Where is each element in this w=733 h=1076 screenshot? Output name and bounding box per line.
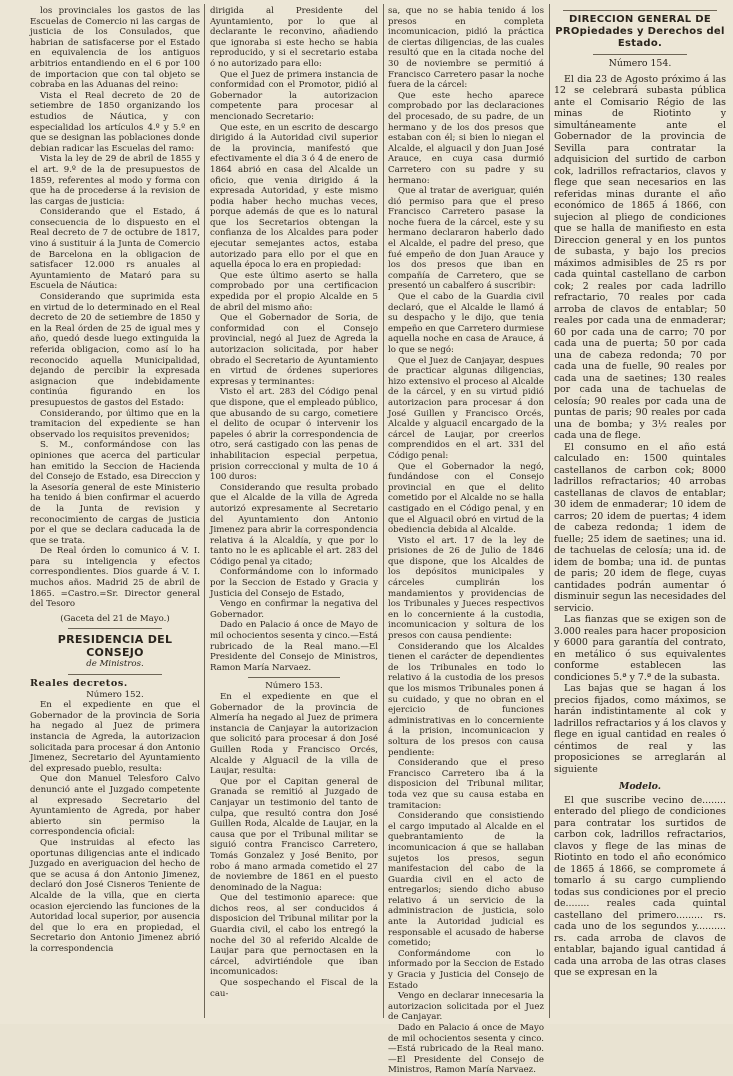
paragraph: El que suscribe vecino de........ enterado del pliego de condiciones para contratar los surtidos de carbon cok, ladrillos refractarios, clavos y flege de las minas de Riotinto en todo el año económico de 1865 á 1866, se compromete á tomarlo á su cargo cumpliendo todas sus condiciones por el precio de........ reales cada quintal castellano del primero......... rs. cada uno de los segundos y.......... rs. cada arroba de clavos de entablar, bajando igual cantidad á cada una arroba de las otras clases que se expresan en la bbox=[554, 794, 726, 978]
paragraph: Considerando, por último que en la tramitacion del expediente se han observado los requisitos prevenidos; bbox=[30, 408, 200, 440]
paragraph: Que este hecho aparece comprobado por las declaraciones del procesado, de su padre, de un hermano y de los dos presos que estaban con él; si bien lo niegan el Alcalde, el alguacil y don Juan José Arauce, en cuya casa durmió Carretero con su padre y su hermano: bbox=[388, 90, 544, 186]
paragraph: Que el Juez de Canjayar, despues de practicar algunas diligencias, hizo extensivo el proceso al Alcalde de la cárcel, y en su virtud pidió autorizacion para procesar á don José Guillen y Francisco Orcés, Alcalde y alguacil encargado de la cárcel de Laujar, por creerlos comprendidos en el art. 331 del Código penal: bbox=[388, 355, 544, 461]
paragraph: El dia 23 de Agosto próximo á las 12 se celebrará subasta pública ante el Comisario Régio de las minas de Riotinto y simultáneamente ante el Gobernador de la provincia de Sevilla para contratar la adquisicion del surtido de carbon cok, ladrillos refractarios, clavos y flege que sean necesarios en las referidas minas durante el año económico de 1865 á 1866, con sujecion al pliego de condiciones que se halla de manifiesto en esta Direccion general y en los puntos de subasta, y bajo los precios máximos admisibles de 25 rs por cada quintal castellano de carbon cok; 2 reales por cada ladrillo refractario, 70 reales por cada arroba de clavos de entablar; 50 reales por cada una de enmaderar; 60 por cada una de carro; 70 por cada una de puerta; 50 por cada una de cabeza redonda; 70 por cada una de fuelle, 90 reales por cada una de saetines; 130 reales por cada una de tachuelas de celosía; 90 reales por cada una de puntas de paris; 90 reales por cada una de bomba; y 3½ reales por cada una de flege. bbox=[554, 73, 726, 441]
paragraph: Que al tratar de averiguar, quién dió permiso para que el preso Francisco Carretero pasase la noche fuera de la cárcel, este y su hermano declararon haberlo dado el Alcalde, el padre del preso, que fué empeño de don Juan Arauce y los dos presos que iban en compañía de Carretero, que se presentó un cabalfero á suscribir: bbox=[388, 186, 544, 292]
paragraph: Visto el art. 283 del Código penal que dispone, que el empleado público, que abusando de su cargo, cometiere el delito de ocupar ó intervenir los papeles ó abrir la correspondencia de otro, será castigado con las penas de inhabilitacion especial perpetua, prision correccional y multa de 10 á 100 duros: bbox=[210, 387, 378, 483]
paragraph: dirigida al Presidente del Ayuntamiento, por lo que al declarante le reconvino, añadiendo que ignoraba si este hecho se habia reproducido, y si el secretario estaba ó no autorizado para ello: bbox=[210, 6, 378, 69]
column-rule bbox=[383, 4, 384, 1018]
paragraph: De Real órden lo comunico á V. I. para su inteligencia y efectos correspondientes. Dios guarde á V. I. muchos años. Madrid 25 de abril de 1865. =Castro.=Sr. Director general del Tesoro bbox=[30, 546, 200, 610]
section-heading: DIRECCION GENERAL DE PROpiedades y Derechos del Estado. bbox=[555, 14, 725, 49]
paragraph: Conformándome con lo informado por la Seccion de Estado y Gracia y Justicia del Consejo de Estado bbox=[388, 948, 544, 991]
notice-number: Número 154. bbox=[608, 58, 672, 69]
decree-number: Número 153. bbox=[265, 681, 323, 692]
paragraph: Considerando que el Estado, á consecuencia de lo dispuesto en el Real decreto de 7 de octubre de 1817, vino á sustituir á la Junta de Comercio de Barcelona en la obligacion de satisfacer 12.000 rs anuales al Ayuntamiento de Mataró para su Escuela de Náutica: bbox=[30, 207, 200, 292]
paragraph: Vista el Real decreto de 20 de setiembre de 1850 organizando los estudios de Náutica, y con especialidad los artículos 4.º y 5.º en que se designan las poblaciones donde debian radicar las Escuelas del ramo: bbox=[30, 90, 200, 154]
paragraph: Que el Juez de primera instancia de conformidad con el Promotor, pidió al Gobernador la autorizacion competente para procesar al mencionado Secretario: bbox=[210, 69, 378, 122]
column-rule bbox=[549, 4, 550, 1018]
paragraph: Vengo en confirmar la negativa del Gobernador. bbox=[210, 599, 378, 620]
section-divider bbox=[68, 674, 162, 675]
gaceta-citation: (Gaceta del 21 de Mayo.) bbox=[60, 613, 170, 624]
paragraph: Las bajas que se hagan á los precios fijados, como máximos, se harán indistintamente al cok y ladrillos refractarios y á los clavos y flege en igual cantidad en reales ó céntimos de real y las proposiciones se arreglarán al siguiente bbox=[554, 683, 726, 775]
section-divider bbox=[593, 54, 688, 55]
paragraph: El consumo en el año está calculado en: 1500 quintales castellanos de carbon cok; 8000 ladrillos refractarios; 40 arrobas castellanas de clavos de entablar; 30 idem de enmaderar; 10 idem de carros; 20 idem de puertas; 4 idem de cabeza redonda; 1 idem de fuelle; 25 idem de saetines; una id. de tachuelas de celosía; una id. de idem de bomba; una id. de puntas de paris; 20 idem de flege, cuyas cantidades podrán aumentar ó disminuir segun las necesidades del servicio. bbox=[554, 441, 726, 614]
paragraph: Que este, en un escrito de descargo dirigido á la Autoridad civil superior de la provincia, manifestó que efectivamente el dia 3 ó 4 de enero de 1864 abrió en casa del Alcalde un oficio, que venia dirigido á la expresada Autoridad, y este mismo podia haber hecho muchas veces, porque además de que es lo natural que los Secretarios obtengan la confianza de los Alcaldes para poder ejecutar semejantes actos, estaba autorizado para ello por el que en aquella época lo era en propiedad: bbox=[210, 122, 378, 271]
paragraph: Conformándome con lo informado por la Seccion de Estado y Gracia y Justicia del Consejo de Estado, bbox=[210, 567, 378, 599]
paragraph: los provinciales los gastos de las Escuelas de Comercio ni las cargas de justicia de los Consulados, que habrian de satisfacerse por el Estado en equivalencia de los antiguos arbitrios entandiendo en el 6 por 100 de importacion que con tal objeto se cobraba en las Aduanas del reino: bbox=[30, 6, 200, 91]
paragraph: Considerando que resulta probado que el Alcalde de la villa de Agreda autorizó expresamente al Secretario del Ayuntamiento don Antonio Jimenez para abrir la correspondencia relativa á la Alcaldía, y que por lo tanto no le es aplicable el art. 283 del Código penal ya citado; bbox=[210, 482, 378, 567]
paragraph: Que sospechando el Fiscal de la cau- bbox=[210, 978, 378, 999]
paragraph: Considerando que consistiendo el cargo imputado al Alcalde en el quebrantamiento de la incomunicacion á que se hallaban sujetos los presos, segun manifestacion del cabo de la Guardia civil en el acto de entregarlos; siendo dicho abuso relativo á un servicio de la administracion de justicia, solo ante la Autoridad judicial es responsable el acusado de haberse cometido; bbox=[388, 811, 544, 949]
paragraph: Las fianzas que se exigen son de 3.000 reales para hacer proposicion y 6000 para garantía del contrato, en metálico ó sus equivalentes conforme establecen las condiciones 5.ª y 7.ª de la subasta. bbox=[554, 614, 726, 683]
paragraph: Considerando que el preso Francisco Carretero iba á la disposicion del Tribunal militar, toda vez que su causa estaba en tramitacion: bbox=[388, 758, 544, 811]
paragraph: Que por el Capitan general de Granada se remitió al Juzgado de Canjayar un testimonio del tanto de culpa, que resultó contra don José Guillen Roda, Alcalde de Laujar, en la causa que por el Tribunal militar se siguió contra Francisco Carretero, Tomás Gonzalez y José Benito, por robo á mano armada cometido el 27 de noviembre de 1861 en el puesto denominado de la Nagua: bbox=[210, 776, 378, 893]
model-heading: Modelo. bbox=[618, 781, 662, 792]
paragraph: Vista la ley de 29 de abril de 1855 y el art. 9.º de la de presupuestos de 1859, referentes al modo y forma con que ha de procederse á la revision de las cargas de justicia: bbox=[30, 154, 200, 207]
paragraph: Que don Manuel Telesforo Calvo denunció ante el Juzgado competente al expresado Secretario del Ayuntamiento de Agreda, por haber abierto sin permiso la correspondencia oficial: bbox=[30, 774, 200, 838]
section-subheading: de Ministros. bbox=[86, 659, 144, 670]
paragraph: Dado en Palacio á once de Mayo de mil ochocientos sesenta y cinco.—Está rubricado de la Real mano.—El Presidente del Consejo de Ministros, Ramon María Narvaez. bbox=[388, 1023, 544, 1076]
decree-number: Número 152. bbox=[86, 689, 144, 700]
section-divider bbox=[68, 628, 162, 629]
column-2 bbox=[210, 6, 378, 1018]
paragraph: En el expediente en que el Gobernador de la provincia de Almería ha negado al Juez de primera instancia de Canjayar la autorizacion que solicitó para procesar á don José Guillen Roda y Francisco Orcés, Alcalde y Alguacil de la villa de Laujar, resulta: bbox=[210, 692, 378, 777]
paragraph: Que este último aserto se halla comprobado por una certificacion expedida por el propio Alcalde en 5 de abril del mismo año: bbox=[210, 270, 378, 313]
paragraph: Dado en Palacio á once de Mayo de mil ochocientos sesenta y cinco.—Está rubricado de la Real mano.—El Presidente del Consejo de Ministros, Ramon María Narvaez. bbox=[210, 620, 378, 673]
paragraph: sa, que no se habia tenido á los presos en completa incomunicacion, pidió la práctica de ciertas diligencias, de las cuales resultó que en la citada noche del 30 de noviembre se permitió á Francisco Carretero pasar la noche fuera de la cárcel: bbox=[388, 6, 544, 91]
paragraph: Considerando que los Alcaldes tienen el carácter de dependientes de los Tribunales en todo lo relativo á la custodia de los presos que los mismos Tribunales ponen á su cuidado, y que no obran en el ejercicio de funciones administrativas en lo concerniente á la prision, incomunicacion y soltura de los presos con causa pendiente: bbox=[388, 641, 544, 758]
paragraph: Que el Gobernador de Soria, de conformidad con el Consejo provincial, negó al Juez de Agreda la autorizacion solicitada, por haber obrado el Secretario de Ayuntamiento en virtud de órdenes superiores expresas y terminantes: bbox=[210, 313, 378, 387]
paragraph: Visto el art. 17 de la ley de prisiones de 26 de Julio de 1846 que dispone, que los Alcaldes de los depósitos municipales y cárceles cumplirán los mandamientos y providencias de los Tribunales y Jueces respectivos en lo concerniente á la custodia, incomunicacion y soltura de los presos con causa pendiente: bbox=[388, 535, 544, 642]
column-rule bbox=[204, 4, 205, 1018]
paragraph: Que del testimonio aparece: que dichos reos, al ser conducidos á disposicion del Tribunal militar por la Guardia civil, el cabo los entregó la noche del 30 al referido Alcalde de Laujar para que pernoctasen en la cárcel, advirtiéndole que iban incomunicados: bbox=[210, 893, 378, 978]
paragraph: S. M., conformándose con las opiniones que acerca del particular han emitido la Seccion de Hacienda del Consejo de Estado, esa Direccion y la Asesoría general de este Ministerio ha tenido á bien confirmar el acuerdo de la Junta de revision y reconocimiento de cargas de justicia por el que se declara caducada la de que se trata. bbox=[30, 440, 200, 546]
section-divider bbox=[563, 10, 718, 11]
paragraph: Que el Gobernador la negó, fundándose con el Consejo provincial en que el delito cometido por el Alcalde no se halla castigado en el Código penal, y en que el Alguacil obró en virtud de la obediencia debida al Alcalde. bbox=[388, 461, 544, 536]
column-3 bbox=[388, 6, 544, 1076]
decrees-heading: Reales decretos. bbox=[30, 678, 128, 690]
paragraph: En el expediente en que el Gobernador de la provincia de Soria ha negado al Juez de primera instancia de Agreda, la autorizacion solicitada para procesar á don Antonio Jimenez, Secretario del Ayuntamiento del expresado pueblo, resulta: bbox=[30, 700, 200, 774]
column-1 bbox=[30, 6, 200, 1018]
paragraph: Considerando que suprimida esta en virtud de lo determinado en el Real decreto de 20 de setiembre de 1850 y en la Real órden de 25 de igual mes y año, quedó desde luego extinguida la referida obligacion, como así lo ha reconocido aquella Municipalidad, dejando de percibir la expresada asignacion que indebidamente continúa figurando en los presupuestos de gastos del Estado: bbox=[30, 292, 200, 408]
paragraph: Que el cabo de la Guardia civil declaró, que el Alcalde le llamó á su despacho y le dijo, que tenia empeño en que Carretero durmiese aquella noche en casa de Arauce, á lo que se negó: bbox=[388, 292, 544, 355]
paragraph: Que instruidas al efecto las oportunas diligencias ante el indicado Juzgado en averiguacion del hecho de que se acusa á don Antonio Jimenez, declaró don José Cisneros Teniente de Alcalde de la villa, que en cierta ocasion ejerciendo las funciones de la Autoridad local superior, por ausencia del que lo era en propiedad, el Secretario don Antonio Jimenez abrió la correspondencia bbox=[30, 837, 200, 954]
column-4 bbox=[554, 6, 726, 1018]
paragraph: Vengo en declarar innecesaria la autorizacion solicitada por el Juez de Canjayar. bbox=[388, 991, 544, 1023]
section-divider bbox=[248, 677, 340, 678]
section-heading: PRESIDENCIA DEL CONSEJO bbox=[57, 633, 173, 660]
